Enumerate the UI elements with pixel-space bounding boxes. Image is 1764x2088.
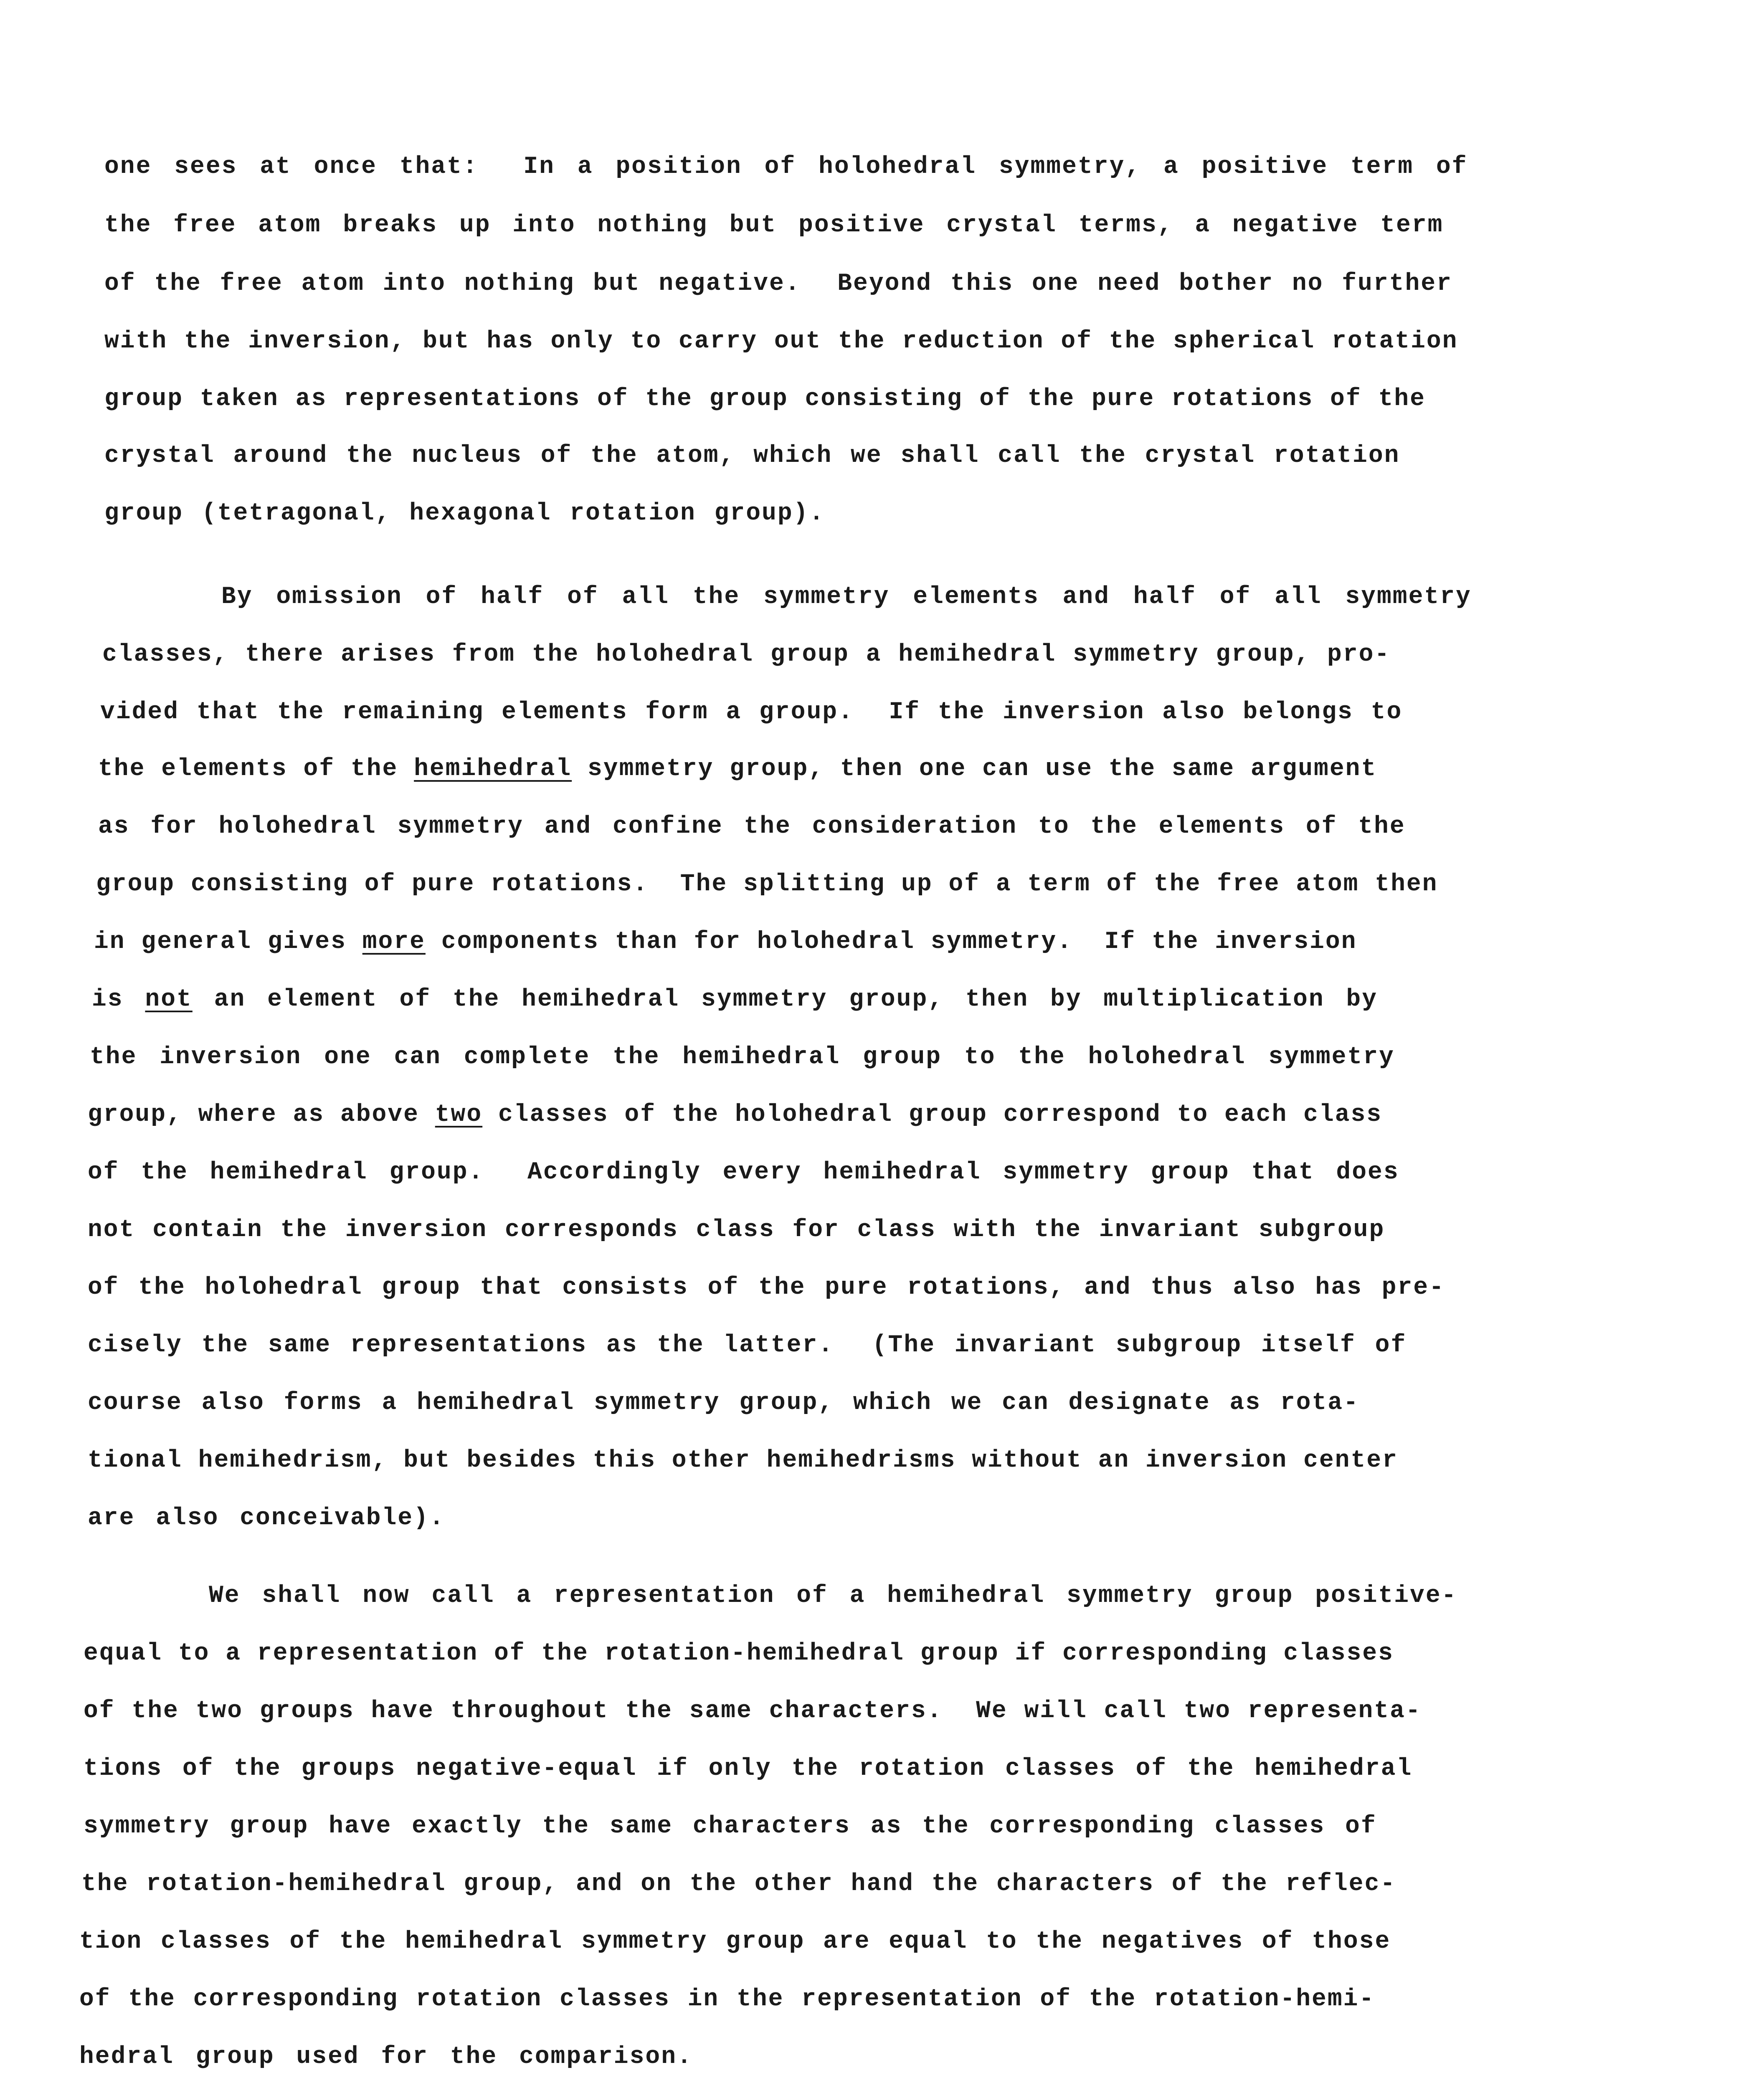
- text-line: [98, 755, 1377, 784]
- text-line: crystal around the nucleus of the atom, which we shall call the crystal rotation: [104, 442, 1400, 469]
- text-line: cisely the same representations as the latter. (The invariant subgroup itself of: [88, 1332, 1407, 1359]
- text-line: tions of the groups negative-equal if only the rotation classes of the hemihedral: [84, 1755, 1413, 1782]
- text-line: of the hemihedral group. Accordingly every hemihedral symmetry group that does: [88, 1159, 1399, 1186]
- text-line: classes, there arises from the holohedral group a hemihedral symmetry group, pro-: [102, 641, 1391, 668]
- text-line: are also conceivable).: [88, 1505, 445, 1532]
- text-line: vided that the remaining elements form a group. If the inversion also belongs to: [100, 699, 1403, 726]
- underlined-word: two: [435, 1101, 483, 1128]
- text-segment: classes of the holohedral group correspond to each class: [482, 1101, 1383, 1128]
- text-line: not contain the inversion corresponds class for class with the invariant subgroup: [88, 1216, 1385, 1244]
- text-line: with the inversion, but has only to carry out the reduction of the spherical rotation: [104, 328, 1458, 355]
- text-line: tional hemihedrism, but besides this other hemihedrisms without an inversion center: [88, 1447, 1398, 1474]
- text-segment: components than for holohedral symmetry. If the inversion: [425, 928, 1357, 955]
- text-line: the rotation-hemihedral group, and on the other hand the characters of the reflec-: [81, 1870, 1396, 1898]
- text-segment: group, where as above: [88, 1101, 435, 1128]
- text-line: tion classes of the hemihedral symmetry group are equal to the negatives of those: [79, 1928, 1391, 1955]
- text-line: one sees at once that: In a position of holohedral symmetry, a positive term of: [104, 153, 1468, 180]
- text-line: group (tetragonal, hexagonal rotation group).: [104, 500, 825, 527]
- text-line: the free atom breaks up into nothing but positive crystal terms, a negative term: [104, 212, 1444, 239]
- text-line: We shall now call a representation of a hemihedral symmetry group positive-: [209, 1582, 1457, 1609]
- text-segment: an element of the hemihedral symmetry group, then by multiplication by: [192, 986, 1378, 1013]
- underlined-word: hemihedral: [414, 755, 572, 783]
- text-line: equal to a representation of the rotation-hemihedral group if corresponding classes: [84, 1640, 1394, 1667]
- text-line: group taken as representations of the group consisting of the pure rotations of the: [104, 385, 1426, 413]
- text-line: symmetry group have exactly the same characters as the corresponding classes of: [84, 1813, 1377, 1840]
- text-line: By omission of half of all the symmetry elements and half of all symmetry: [221, 583, 1472, 611]
- text-segment: the elements of the: [98, 755, 414, 783]
- text-line: of the corresponding rotation classes in the representation of the rotation-hemi-: [79, 1986, 1375, 2013]
- text-line: group consisting of pure rotations. The splitting up of a term of the free atom then: [96, 871, 1438, 898]
- text-line: [92, 985, 1378, 1014]
- underlined-word: more: [362, 928, 426, 955]
- text-line: [88, 1100, 1382, 1130]
- text-line: hedral group used for the comparison.: [79, 2043, 693, 2070]
- text-line: as for holohedral symmetry and confine the consideration to the elements of the: [98, 813, 1406, 840]
- text-line: of the two groups have throughout the same characters. We will call two representa-: [84, 1698, 1422, 1725]
- text-segment: is: [92, 986, 145, 1013]
- underlined-word: not: [145, 986, 193, 1013]
- text-segment: symmetry group, then one can use the same argument: [572, 755, 1377, 783]
- text-line: of the holohedral group that consists of the pure rotations, and thus also has pre-: [88, 1274, 1445, 1301]
- text-line: [94, 927, 1357, 957]
- text-line: of the free atom into nothing but negative. Beyond this one need bother no further: [104, 270, 1452, 297]
- text-line: course also forms a hemihedral symmetry group, which we can designate as rota-: [88, 1389, 1359, 1416]
- text-segment: in general gives: [94, 928, 362, 955]
- text-line: the inversion one can complete the hemihedral group to the holohedral symmetry: [90, 1044, 1395, 1071]
